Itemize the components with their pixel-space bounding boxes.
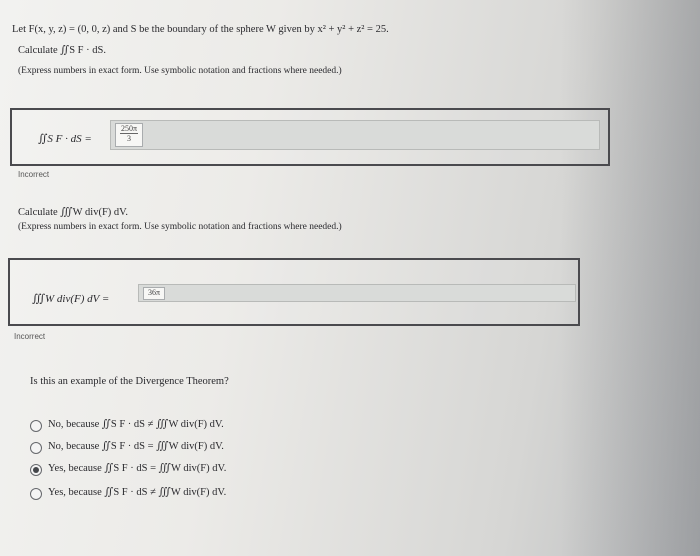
- part1-answer-field[interactable]: [110, 120, 600, 150]
- option-3-label[interactable]: Yes, because ∬S F · dS = ∭W div(F) dV.: [48, 463, 227, 474]
- part2-status-incorrect: Incorrect: [14, 332, 46, 341]
- instructions-note-2: (Express numbers in exact form. Use symbolic notation and fractions where needed.): [18, 222, 342, 232]
- part1-answer-value: [115, 123, 143, 147]
- option-2-radio[interactable]: [30, 442, 42, 454]
- part1-status-incorrect: Incorrect: [18, 170, 50, 179]
- part1-answer-panel: [10, 108, 610, 166]
- divergence-theorem-question: Is this an example of the Divergence Theorem?: [30, 376, 229, 387]
- option-1-radio[interactable]: [30, 420, 42, 432]
- calculate-surface-integral-text: Calculate ∬S F · dS.: [18, 45, 106, 56]
- part2-answer-value: 36π: [143, 287, 165, 300]
- option-1-label[interactable]: No, because ∬S F · dS ≠ ∭W div(F) dV.: [48, 419, 224, 430]
- part1-equation-label: ∬S F · dS =: [38, 133, 92, 145]
- option-4-label[interactable]: Yes, because ∬S F · dS ≠ ∭W div(F) dV.: [48, 487, 227, 498]
- part2-answer-panel: [8, 258, 580, 326]
- option-4-radio[interactable]: [30, 488, 42, 500]
- instructions-note-1: (Express numbers in exact form. Use symbolic notation and fractions where needed.): [18, 66, 342, 76]
- calculate-volume-integral-text: Calculate ∭W div(F) dV.: [18, 207, 129, 218]
- part2-answer-field[interactable]: [138, 284, 576, 302]
- option-3-radio-selected[interactable]: [30, 464, 42, 476]
- option-2-label[interactable]: No, because ∬S F · dS = ∭W div(F) dV.: [48, 441, 224, 452]
- part1-answer-numerator: 250π: [120, 124, 138, 133]
- problem-statement: Let F(x, y, z) = (0, 0, z) and S be the boundary of the sphere W given by x² + y² + z² = 25.: [12, 24, 389, 35]
- part2-equation-label: ∭W div(F) dV =: [32, 293, 110, 305]
- part1-answer-denominator: 3: [120, 133, 138, 143]
- lighting-shade: [560, 0, 700, 556]
